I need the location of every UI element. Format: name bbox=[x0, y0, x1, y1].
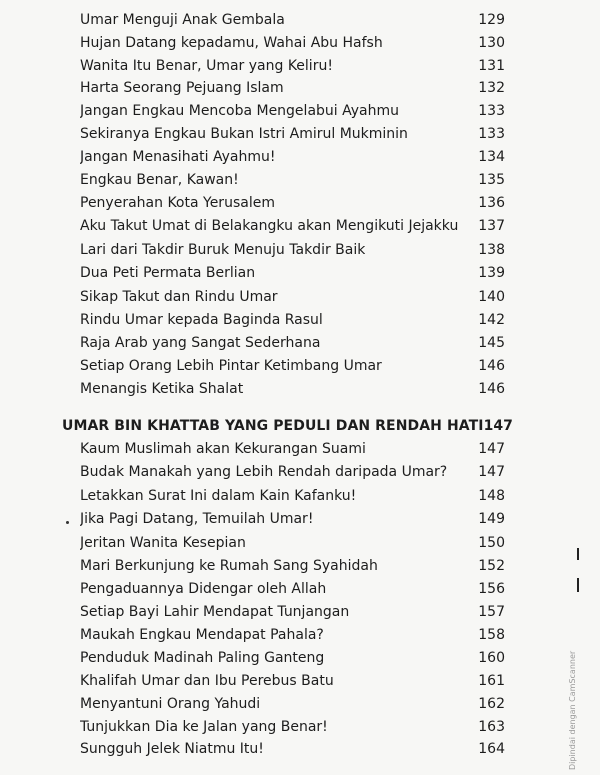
entry-title: Penyerahan Kota Yerusalem bbox=[80, 195, 275, 211]
entry-page: 136 bbox=[478, 195, 505, 211]
entry-title: Wanita Itu Benar, Umar yang Keliru! bbox=[80, 58, 333, 74]
entry-page: 129 bbox=[478, 12, 505, 28]
entry-page: 161 bbox=[478, 673, 505, 689]
entry-page: 133 bbox=[478, 126, 505, 142]
entry-page: 134 bbox=[478, 149, 505, 165]
entry-page: 145 bbox=[478, 335, 505, 351]
entry-page: 164 bbox=[478, 741, 505, 757]
entry-title: Setiap Orang Lebih Pintar Ketimbang Umar bbox=[80, 358, 382, 374]
section-heading-page: 147 bbox=[483, 418, 513, 434]
entry-title: Tunjukkan Dia ke Jalan yang Benar! bbox=[80, 719, 328, 735]
entry-page: 139 bbox=[478, 265, 505, 281]
entry-page: 130 bbox=[478, 35, 505, 51]
toc-entry bbox=[80, 508, 505, 530]
entry-title: Setiap Bayi Lahir Mendapat Tunjangan bbox=[80, 604, 350, 620]
toc-entry bbox=[80, 601, 505, 623]
entry-page: 152 bbox=[478, 558, 505, 574]
entry-page: 149 bbox=[478, 511, 505, 527]
entry-page: 148 bbox=[478, 488, 505, 504]
toc-entry bbox=[80, 262, 505, 284]
toc-entry bbox=[80, 9, 505, 31]
entry-page: 138 bbox=[478, 242, 505, 258]
entry-page: 133 bbox=[478, 103, 505, 119]
entry-title: Budak Manakah yang Lebih Rendah daripada Umar? bbox=[80, 464, 448, 480]
entry-title: Dua Peti Permata Berlian bbox=[80, 265, 256, 281]
entry-title: Penduduk Madinah Paling Ganteng bbox=[80, 650, 325, 666]
entry-title: Engkau Benar, Kawan! bbox=[80, 172, 239, 188]
entry-title: Jeritan Wanita Kesepian bbox=[80, 535, 246, 551]
scan-mark bbox=[577, 548, 579, 560]
toc-entry bbox=[80, 100, 505, 122]
toc-entry bbox=[80, 77, 505, 99]
entry-page: 150 bbox=[478, 535, 505, 551]
entry-title: Letakkan Surat Ini dalam Kain Kafanku! bbox=[80, 488, 357, 504]
entry-page: 142 bbox=[478, 312, 505, 328]
entry-page: 146 bbox=[478, 358, 505, 374]
section-heading bbox=[62, 414, 513, 438]
entry-title: Mari Berkunjung ke Rumah Sang Syahidah bbox=[80, 558, 378, 574]
entry-title: Khalifah Umar dan Ibu Perebus Batu bbox=[80, 673, 334, 689]
entry-page: 158 bbox=[478, 627, 505, 643]
entry-page: 135 bbox=[478, 172, 505, 188]
entry-page: 163 bbox=[478, 719, 505, 735]
toc-entry bbox=[80, 485, 505, 507]
entry-page: 147 bbox=[478, 464, 505, 480]
toc-entry bbox=[80, 532, 505, 554]
toc-entry bbox=[80, 55, 505, 77]
scan-dot bbox=[66, 521, 69, 524]
toc-entry bbox=[80, 555, 505, 577]
entry-title: Sungguh Jelek Niatmu Itu! bbox=[80, 741, 264, 757]
entry-title: Jangan Engkau Mencoba Mengelabui Ayahmu bbox=[80, 103, 399, 119]
toc-entry bbox=[80, 309, 505, 331]
entry-title: Lari dari Takdir Buruk Menuju Takdir Baik bbox=[80, 242, 366, 258]
entry-page: 137 bbox=[478, 218, 505, 234]
toc-entry bbox=[80, 215, 505, 237]
entry-page: 160 bbox=[478, 650, 505, 666]
toc-entry bbox=[80, 738, 505, 760]
toc-entry bbox=[80, 32, 505, 54]
toc-entry bbox=[80, 716, 505, 738]
entry-title: Raja Arab yang Sangat Sederhana bbox=[80, 335, 321, 351]
entry-title: Jika Pagi Datang, Temuilah Umar! bbox=[80, 511, 314, 527]
entry-title: Sikap Takut dan Rindu Umar bbox=[80, 289, 278, 305]
entry-title: Jangan Menasihati Ayahmu! bbox=[80, 149, 276, 165]
toc-entry bbox=[80, 461, 505, 483]
toc-entry bbox=[80, 647, 505, 669]
toc-entry bbox=[80, 670, 505, 692]
entry-page: 131 bbox=[478, 58, 505, 74]
entry-title: Maukah Engkau Mendapat Pahala? bbox=[80, 627, 324, 643]
entry-title: Umar Menguji Anak Gembala bbox=[80, 12, 285, 28]
toc-entry bbox=[80, 693, 505, 715]
toc-entry bbox=[80, 624, 505, 646]
toc-entry bbox=[80, 192, 505, 214]
entry-page: 147 bbox=[478, 441, 505, 457]
entry-title: Harta Seorang Pejuang Islam bbox=[80, 80, 284, 96]
toc-entry bbox=[80, 578, 505, 600]
entry-page: 156 bbox=[478, 581, 505, 597]
entry-page: 132 bbox=[478, 80, 505, 96]
entry-title: Kaum Muslimah akan Kekurangan Suami bbox=[80, 441, 366, 457]
toc-entry bbox=[80, 123, 505, 145]
scanner-watermark: Dipindai dengan CamScanner bbox=[568, 650, 577, 770]
entry-page: 162 bbox=[478, 696, 505, 712]
entry-title: Menyantuni Orang Yahudi bbox=[80, 696, 261, 712]
toc-entry bbox=[80, 239, 505, 261]
toc-entry bbox=[80, 286, 505, 308]
entry-page: 157 bbox=[478, 604, 505, 620]
entry-title: Aku Takut Umat di Belakangku akan Mengikuti Jejakku bbox=[80, 218, 459, 234]
toc-entry bbox=[80, 355, 505, 377]
entry-page: 140 bbox=[478, 289, 505, 305]
entry-page: 146 bbox=[478, 381, 505, 397]
toc-entry bbox=[80, 146, 505, 168]
section-heading-title: UMAR BIN KHATTAB YANG PEDULI DAN RENDAH HATI bbox=[62, 418, 484, 434]
toc-entry bbox=[80, 169, 505, 191]
entry-title: Menangis Ketika Shalat bbox=[80, 381, 244, 397]
toc-entry bbox=[80, 438, 505, 460]
entry-title: Sekiranya Engkau Bukan Istri Amirul Mukminin bbox=[80, 126, 408, 142]
toc-entry bbox=[80, 378, 505, 400]
entry-title: Pengaduannya Didengar oleh Allah bbox=[80, 581, 327, 597]
entry-title: Hujan Datang kepadamu, Wahai Abu Hafsh bbox=[80, 35, 383, 51]
toc-entry bbox=[80, 332, 505, 354]
entry-title: Rindu Umar kepada Baginda Rasul bbox=[80, 312, 323, 328]
